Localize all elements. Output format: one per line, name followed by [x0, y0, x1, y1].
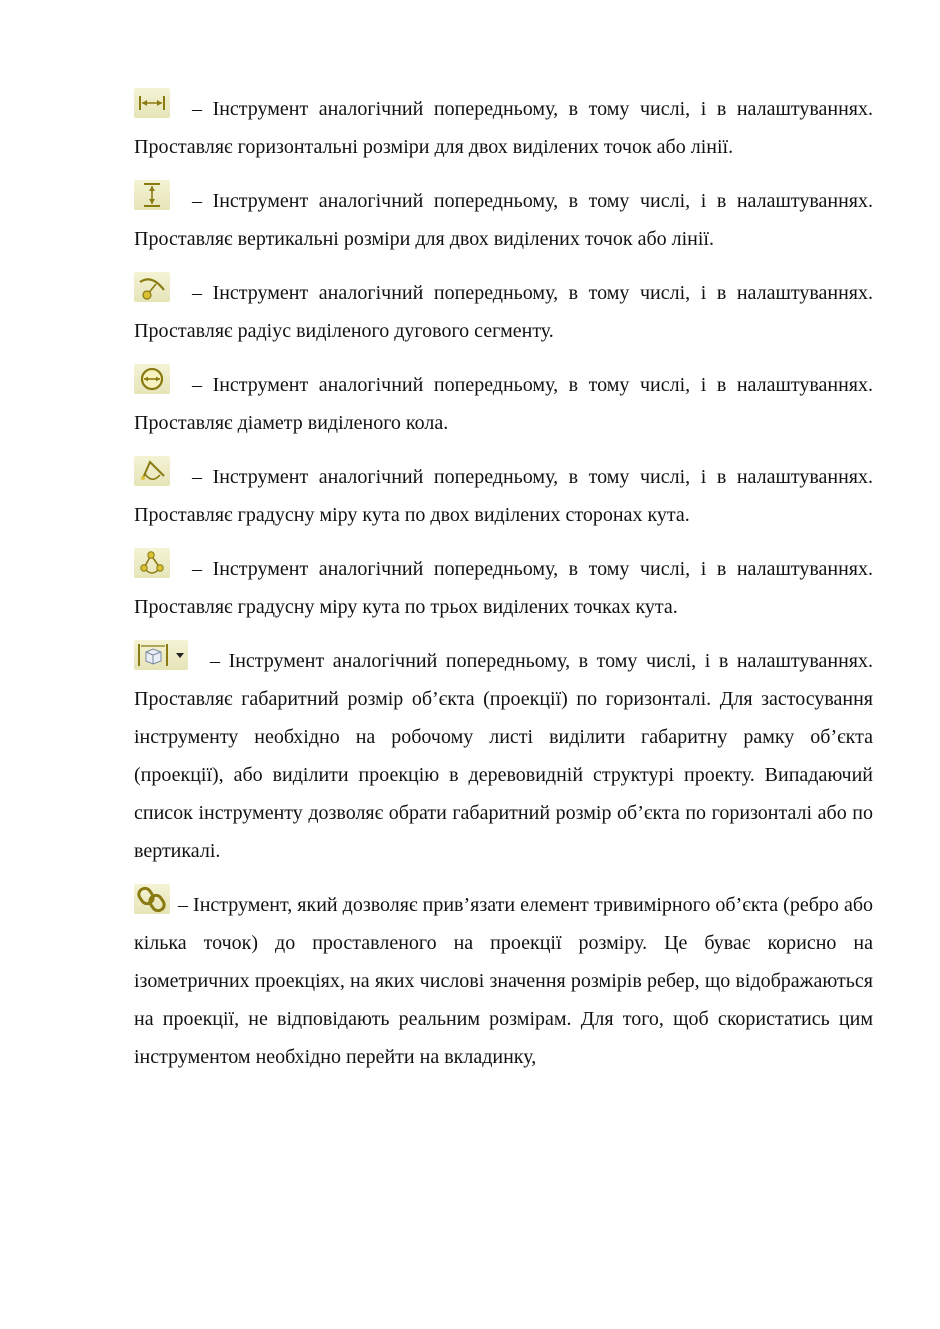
- diameter-dimension-icon: [134, 364, 170, 394]
- page-content: [134, 88, 873, 1076]
- paragraph-text: – Інструмент, який дозволяє прив’язати елемент тривимірного об’єкта (ребро або кілька точок) до проставленого на проекції розміру. Це буває корисно на ізометричних проекціях, на яких числові значення розмірів ребер, що відображаються на проекції, не відповідають реальним розмірам. Для того, щоб скористатись цим інструментом необхідно перейти на вкладинку,: [134, 894, 873, 1068]
- paragraph-angle-three-points: [134, 548, 873, 626]
- paragraph-text: – Інструмент аналогічний попередньому, в тому числі, і в налаштуваннях. Проставляє градусну міру кута по трьох виділених точках кута.: [134, 558, 873, 618]
- angle-three-points-icon: [134, 548, 170, 578]
- paragraph-vertical-dimension: [134, 180, 873, 258]
- link-dimension-icon: [134, 884, 170, 914]
- paragraph-radius-dimension: [134, 272, 873, 350]
- paragraph-text: – Інструмент аналогічний попередньому, в тому числі, і в налаштуваннях. Проставляє габаритний розмір об’єкта (проекції) по горизонталі. Для застосування інструменту необхідно на робочому листі виділити габаритну рамку об’єкта (проекції), або виділити проекцію в деревовидній структурі проекту. Випадаючий список інструменту дозволяє обрати габаритний розмір об’єкта по горизонталі або по вертикалі.: [134, 650, 873, 862]
- paragraph-text: – Інструмент аналогічний попередньому, в тому числі, і в налаштуваннях. Проставляє радіус виділеного дугового сегменту.: [134, 282, 873, 342]
- paragraph-diameter-dimension: [134, 364, 873, 442]
- vertical-dimension-icon: [134, 180, 170, 210]
- radius-dimension-icon: [134, 272, 170, 302]
- paragraph-link-dimension: [134, 884, 873, 1076]
- paragraph-angle-two-sides: [134, 456, 873, 534]
- paragraph-horizontal-dimension: [134, 88, 873, 166]
- paragraph-extent-dimension: [134, 640, 873, 870]
- paragraph-text: – Інструмент аналогічний попередньому, в тому числі, і в налаштуваннях. Проставляє вертикальні розміри для двох виділених точок або лінії.: [134, 190, 873, 250]
- horizontal-dimension-icon: [134, 88, 170, 118]
- paragraph-text: – Інструмент аналогічний попередньому, в тому числі, і в налаштуваннях. Проставляє градусну міру кута по двох виділених сторонах кута.: [134, 466, 873, 526]
- angle-two-sides-icon: [134, 456, 170, 486]
- paragraph-text: – Інструмент аналогічний попередньому, в тому числі, і в налаштуваннях. Проставляє діаметр виділеного кола.: [134, 374, 873, 434]
- paragraph-text: – Інструмент аналогічний попередньому, в тому числі, і в налаштуваннях. Проставляє горизонтальні розміри для двох виділених точок або лінії.: [134, 98, 873, 158]
- extent-dimension-dropdown-icon: [134, 640, 188, 670]
